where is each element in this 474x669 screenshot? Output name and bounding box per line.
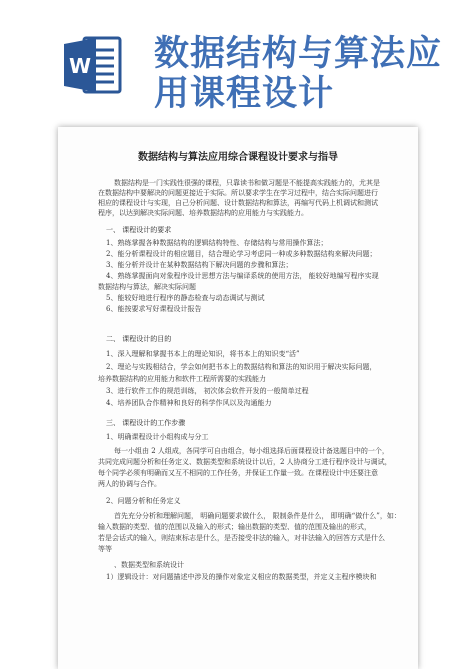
- section2-item: 培养数据结构的应用能力和软件工程所需要的实践能力: [98, 375, 266, 383]
- document-title: 数据结构与算法应用综合课程设计要求与指导: [138, 152, 338, 163]
- section3-heading: 三、 课程设计的工作步骤: [106, 419, 186, 427]
- section3-para-line: 共同完成问题分析和任务定义、数据类型和系统设计以后，2 人协商分工进行程序设计与调试，: [98, 458, 392, 466]
- section1-item: 3、能分析并设计在某种数据结构下解决问题的步骤和算法；: [106, 261, 293, 269]
- section1-item: 6、能按要求写好课程设计报告: [106, 305, 202, 313]
- section3-para-line: 两人的协调与合作。: [98, 480, 161, 488]
- word-icon-letter: W: [68, 54, 92, 78]
- section3-para-line: 每一小组由 2 人组成，各同学可自由组合，每小组选择后面课程设计备选题目中的一个，: [114, 447, 389, 455]
- header-banner: [0, 0, 474, 118]
- section3-subheading: 、数据类型和系统设计: [114, 561, 184, 569]
- section1-item: 5、能较好地进行程序的静态检查与动态调试与测试: [106, 294, 265, 302]
- section2-item: 3、进行软件工作的规范训练， 初次体会软件开发的一般简单过程: [106, 387, 309, 395]
- intro-line: 数据结构是一门实践性很强的课程，只靠读书和做习题是不能提高实践能力的，尤其是: [114, 179, 380, 187]
- section3-subheading: 1、明确课程设计小组构成与分工: [106, 433, 209, 441]
- banner-title-line1: 数据结构与算法应: [154, 34, 443, 74]
- section3-para-line: 输入数据的类型、值的范围以及输入的形式；输出数据的类型、值的范围及输出的形式，: [98, 523, 371, 531]
- section1-heading: 一、 课程设计的要求: [106, 226, 172, 234]
- section3-para-line: 若是会话式的输入，则结束标志是什么，是否接受非法的输入，对非法输入的回答方式是什么: [98, 534, 385, 542]
- section2-item: 2、理论与实践相结合，学会如何把书本上的数据结构和算法的知识用于解决实际问题，: [106, 363, 377, 371]
- section3-para-line: 每个同学必须有明确而又互不相同的工作任务，并保证工作量一致。在课程设计中还要注意: [98, 469, 378, 477]
- section3-subheading: 2、问题分析和任务定义: [106, 497, 181, 505]
- section1-item: 2、能分析课程设计的相应题目，结合理论学习考虑同一种或多种数据结构来解决问题；: [106, 250, 377, 258]
- intro-line: 在数据结构中要解决的问题更接近于实际。所以要求学生在学习过程中，结合实际问题进行: [98, 189, 378, 197]
- section1-item: 1、熟练掌握各种数据结构的逻辑结构特性、存储结构与常用操作算法；: [106, 239, 328, 247]
- intro-line: 相应的课程设计与实现，自己分析问题、设计数据结构和算法，再编写代码上机调试和测试: [98, 199, 378, 207]
- section3-para-line: 首先充分分析和理解问题， 明确问题要求做什么， 限制条件是什么， 即明确“做什么”，如：: [114, 512, 401, 520]
- document-page: [58, 127, 418, 669]
- section3-para-line: 等等: [98, 545, 112, 553]
- section2-item: 4、培养团队合作精神和良好的科学作风以及沟通能力: [106, 399, 272, 407]
- intro-line: 程序，以达到解决实际问题、培养数据结构的应用能力与实践能力。: [98, 209, 308, 217]
- section1-item: 4、熟练掌握面向对象程序设计思想方法与编译系统的使用方法， 能较好地编写程序实现: [106, 272, 379, 280]
- word-document-icon: [62, 34, 124, 96]
- section2-item: 1、深入理解和掌握书本上的理论知识，将书本上的知识变“活”: [106, 350, 300, 358]
- section3-para-line: 1）逻辑设计：对问题描述中涉及的操作对象定义相应的数据类型，并定义主程序模块和: [106, 573, 377, 581]
- section2-heading: 二、 课程设计的目的: [106, 335, 172, 343]
- banner-title-line2: 用课程设计: [154, 74, 335, 114]
- section1-item: 数据结构与算法，解决实际问题: [98, 283, 196, 291]
